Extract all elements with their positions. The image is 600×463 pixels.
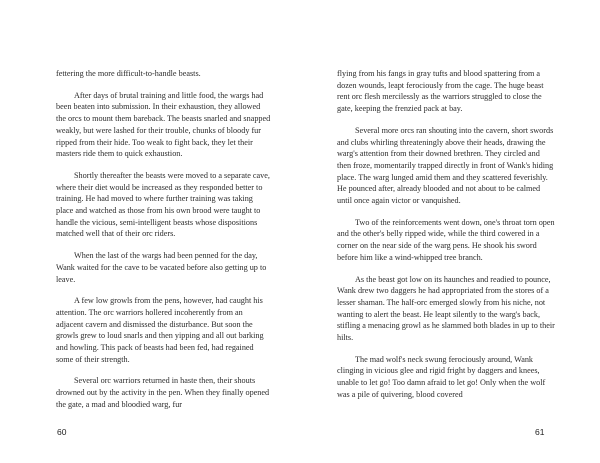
paragraph: Shortly thereafter the beasts were moved to a separate cave, where their diet would be increased as they responded better to training. He had moved to where further training was taking place and watched as those from his own brood were taught to handle the vicious, semi-intelligent beasts whose dispositions matched well that of their orc riders. [56, 170, 270, 239]
paragraph: Two of the reinforcements went down, one's throat torn open and the other's belly ripped wide, while the third cowered in a corner on the near side of the warg pens. He shook his sword before him like a wind-whipped tree branch. [337, 217, 555, 262]
paragraph: When the last of the wargs had been penned for the day, Wank waited for the cave to be vacated before also getting up to leave. [56, 251, 267, 284]
paragraph: Several orc warriors returned in haste then, their shouts drowned out by the activity in the pen. When they finally opened the gate, a mad and bloodied warg, fur [56, 376, 270, 409]
page-number-left: 60 [57, 427, 67, 437]
right-page-text [337, 68, 555, 411]
paragraph: The mad wolf's neck swung ferociously around, Wank clinging in vicious glee and rigid fright by daggers and knees, unable to let go! Too damn afraid to let go! Only when the wolf was a pile of quivering, blood covered [337, 354, 546, 399]
paragraph: flying from his fangs in gray tufts and blood spattering from a dozen wounds, leapt ferociously from the cage. The huge beast rent orc flesh mercilessly as the warriors struggled to close the gate, keeping the frenzied pack at bay. [337, 69, 544, 114]
paragraph: Several more orcs ran shouting into the cavern, short swords and clubs whirling threateningly above their heads, drawing the warg's attention from their downed brethren. They circled and then froze, momentarily trapped directly in front of Wank's hiding place. The warg lunged amid them and they scattered feverishly. He pounced after, already blooded and not about to be calmed until once again victor or vanquished. [337, 125, 554, 206]
paragraph: fettering the more difficult-to-handle beasts. [56, 69, 201, 78]
left-page-text [56, 68, 272, 421]
paragraph: After days of brutal training and little food, the wargs had been beaten into submission. In their exhaustion, they allowed the orcs to mount them bareback. The beasts snarled and snapped weakly, but were lashed for their trouble, chunks of bloody fur ripped from their hide. Too weak to fight back, they let their masters ride them to quick exhaustion. [56, 90, 271, 159]
paragraph: A few low growls from the pens, however, had caught his attention. The orc warriors hollered incoherently from an adjacent cavern and dismissed the disturbance. But soon the growls grew to loud snarls and then yipping and all out barking and howling. This pack of beasts had been fed, had regained some of their strength. [56, 296, 264, 364]
page-number-right: 61 [535, 427, 545, 437]
paragraph: As the beast got low on its haunches and readied to pounce, Wank drew two daggers he had appropriated from the stores of a lesser shaman. The half-orc emerged slowly from his niche, not wanting to alert the beast. He leapt silently to the warg's back, stifling a menacing growl as he slammed both blades in up to their hilts. [337, 274, 555, 343]
